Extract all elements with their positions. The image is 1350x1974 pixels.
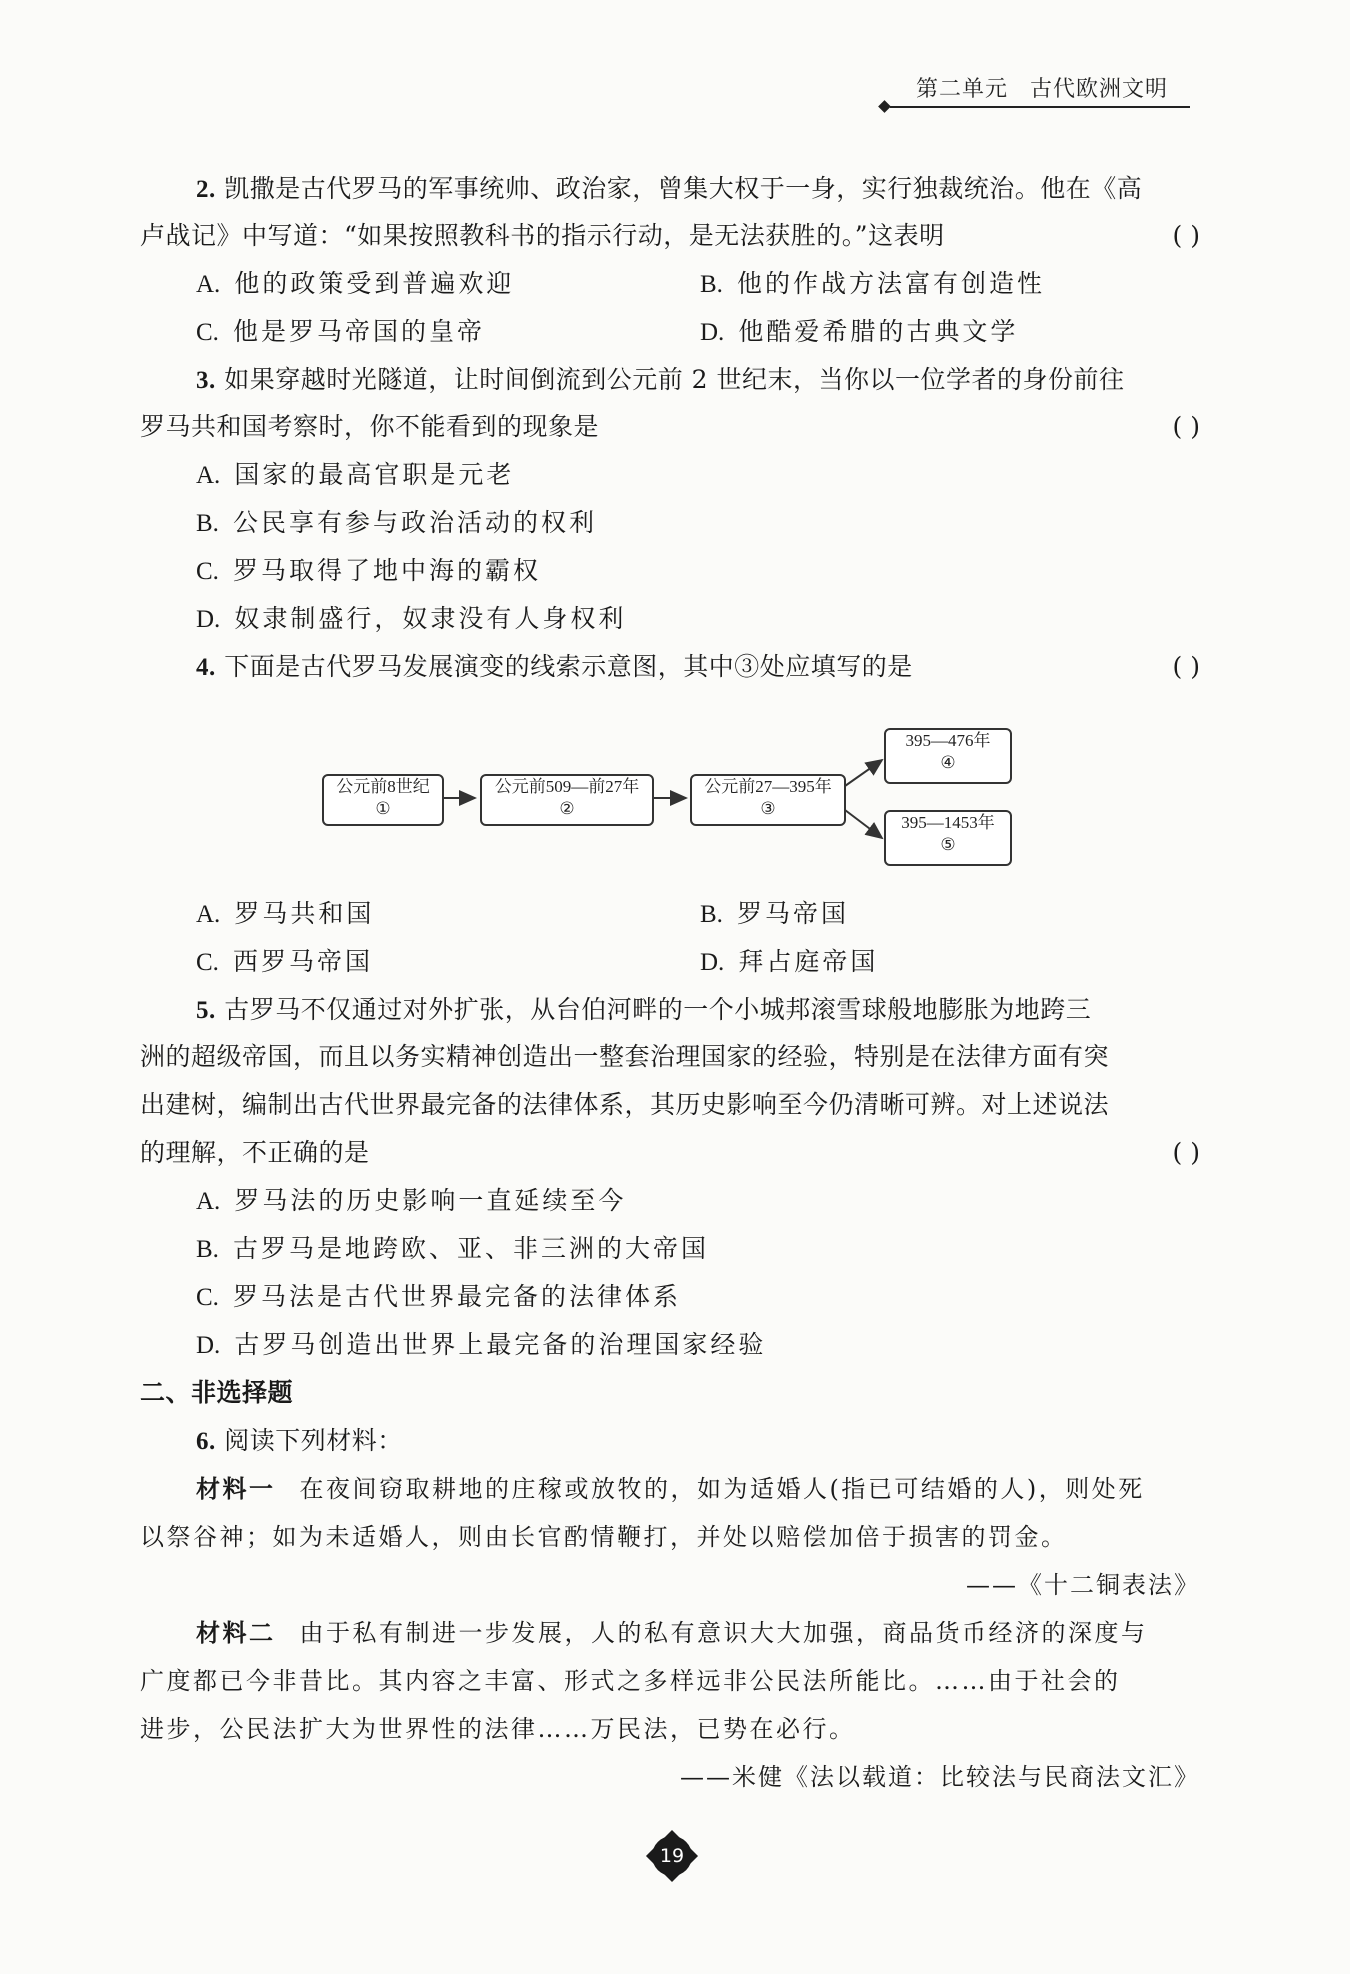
- q6-intro: 阅读下列材料：: [224, 1426, 403, 1455]
- arrow-3-4: [845, 760, 882, 786]
- q2-stem-line2: [140, 219, 1200, 253]
- q5-option-c[interactable]: [196, 1280, 681, 1315]
- box-marker: ①: [375, 799, 391, 818]
- option-text: 他的政策受到普遍欢迎: [234, 269, 515, 298]
- material2-line1: [196, 1616, 1200, 1650]
- material2-text-line3: 进步，公民法扩大为世界性的法律……万民法，已势在必行。: [140, 1715, 856, 1743]
- option-letter: B.: [196, 1236, 219, 1263]
- header-unit: 第二单元: [916, 77, 1009, 102]
- material2-label: 材料二: [196, 1619, 276, 1647]
- header-diamond-icon: [878, 100, 891, 113]
- material1-source: ——《十二铜表法》: [966, 1571, 1200, 1599]
- material2-source: ——米健《法以载道：比较法与民商法文汇》: [680, 1763, 1200, 1791]
- q3-option-c[interactable]: [196, 554, 541, 589]
- diagram-box-1: [322, 774, 444, 826]
- option-letter: C.: [196, 319, 219, 346]
- q3-stem-line2: [140, 410, 1200, 444]
- q5-option-a[interactable]: [196, 1184, 626, 1219]
- option-letter: A.: [196, 901, 221, 928]
- box-label: 395—476年: [905, 731, 991, 750]
- option-text: 古罗马是地跨欧、亚、非三洲的大帝国: [232, 1234, 709, 1263]
- option-letter: B.: [196, 510, 219, 537]
- q5-stem-line4: [140, 1136, 1200, 1170]
- option-text: 公民享有参与政治活动的权利: [232, 508, 597, 537]
- header-rule: [890, 106, 1190, 108]
- box-label: 公元前8世纪: [336, 777, 430, 796]
- page-number-badge: [646, 1830, 698, 1882]
- q5-text-line2: 洲的超级帝国，而且以务实精神创造出一整套治理国家的经验，特别是在法律方面有突: [140, 1042, 1110, 1071]
- q4-answer-blank[interactable]: ( ): [1172, 652, 1200, 681]
- material1-text-line1: 在夜间窃取耕地的庄稼或放牧的，如为适婚人(指已可结婚的人)，则处死: [299, 1475, 1145, 1503]
- q4-option-b[interactable]: [700, 897, 849, 932]
- option-letter: D.: [196, 606, 221, 633]
- q5-text-line3: 出建树，编制出古代世界最完备的法律体系，其历史影响至今仍清晰可辨。对上述说法: [140, 1090, 1110, 1119]
- q4-option-a[interactable]: [196, 897, 374, 932]
- option-letter: B.: [700, 271, 723, 298]
- q2-text-line1: 凯撒是古代罗马的军事统帅、政治家，曾集大权于一身，实行独裁统治。他在《高: [224, 174, 1143, 203]
- q2-option-c[interactable]: [196, 315, 485, 350]
- option-letter: C.: [196, 949, 219, 976]
- box-label: 395—1453年: [901, 813, 995, 832]
- q2-number: 2.: [196, 176, 216, 203]
- q4-option-c[interactable]: [196, 945, 373, 980]
- material2-text-line1: 由于私有制进一步发展，人的私有意识大大加强，商品货币经济的深度与: [299, 1619, 1148, 1647]
- box-marker: ⑤: [940, 835, 956, 854]
- rome-timeline-diagram: [320, 728, 1020, 878]
- q3-answer-blank[interactable]: ( ): [1172, 412, 1200, 441]
- material2-line2: [140, 1664, 1200, 1698]
- q3-stem-line1: [196, 363, 1200, 398]
- q4-number: 4.: [196, 654, 216, 681]
- q5-stem-line3: [140, 1088, 1200, 1122]
- box-label: 公元前509—前27年: [494, 777, 640, 796]
- q2-text-line2: 卢战记》中写道：“如果按照教科书的指示行动，是无法获胜的。”这表明: [140, 221, 945, 250]
- q2-option-b[interactable]: [700, 267, 1045, 302]
- arrow-3-5: [845, 810, 882, 838]
- q5-stem-line1: [196, 993, 1200, 1028]
- option-text: 罗马法的历史影响一直延续至今: [234, 1186, 627, 1215]
- option-text: 他是罗马帝国的皇帝: [232, 317, 485, 346]
- q3-option-b[interactable]: [196, 506, 597, 541]
- option-text: 奴隶制盛行，奴隶没有人身权利: [234, 604, 627, 633]
- material2-line3: [140, 1712, 1200, 1746]
- q5-number: 5.: [196, 997, 216, 1024]
- option-letter: D.: [196, 1332, 221, 1359]
- q2-answer-blank[interactable]: ( ): [1172, 221, 1200, 250]
- option-text: 罗马法是古代世界最完备的法律体系: [232, 1282, 681, 1311]
- q3-text-line1: 如果穿越时光隧道，让时间倒流到公元前 2 世纪末，当你以一位学者的身份前往: [224, 365, 1125, 394]
- header-title: 古代欧洲文明: [1030, 77, 1169, 102]
- q3-number: 3.: [196, 367, 216, 394]
- box-marker: ②: [559, 799, 575, 818]
- option-text: 西罗马帝国: [232, 947, 373, 976]
- option-letter: D.: [700, 319, 725, 346]
- option-letter: C.: [196, 558, 219, 585]
- material2-text-line2: 广度都已今非昔比。其内容之丰富、形式之多样远非公民法所能比。……由于社会的: [140, 1667, 1121, 1695]
- option-letter: A.: [196, 462, 221, 489]
- q4-text-line1: 下面是古代罗马发展演变的线索示意图，其中③处应填写的是: [224, 652, 913, 681]
- q5-option-d[interactable]: [196, 1328, 766, 1363]
- option-text: 古罗马创造出世界上最完备的治理国家经验: [234, 1330, 767, 1359]
- q2-option-d[interactable]: [700, 315, 1018, 350]
- option-letter: B.: [700, 901, 723, 928]
- q5-stem-line2: [140, 1040, 1200, 1074]
- q4-stem-line1: [196, 650, 1200, 685]
- option-text: 他酷爱希腊的古典文学: [738, 317, 1019, 346]
- q5-text-line4: 的理解，不正确的是: [140, 1138, 370, 1167]
- section-title: 二、非选择题: [140, 1378, 294, 1407]
- option-text: 他的作战方法富有创造性: [736, 269, 1045, 298]
- q5-text-line1: 古罗马不仅通过对外扩张，从台伯河畔的一个小城邦滚雪球般地膨胀为地跨三: [224, 995, 1092, 1024]
- q5-option-b[interactable]: [196, 1232, 709, 1267]
- q4-option-d[interactable]: [700, 945, 878, 980]
- option-letter: A.: [196, 1188, 221, 1215]
- option-letter: D.: [700, 949, 725, 976]
- option-text: 罗马取得了地中海的霸权: [232, 556, 541, 585]
- box-marker: ④: [940, 753, 956, 772]
- option-letter: A.: [196, 271, 221, 298]
- option-text: 拜占庭帝国: [738, 947, 879, 976]
- option-text: 罗马帝国: [736, 899, 849, 928]
- material1-line2: [140, 1520, 1200, 1554]
- diagram-box-4: [884, 728, 1012, 784]
- q5-answer-blank[interactable]: ( ): [1172, 1138, 1200, 1167]
- option-text: 国家的最高官职是元老: [234, 460, 515, 489]
- q3-option-a[interactable]: [196, 458, 514, 493]
- section-heading: [140, 1376, 1200, 1410]
- page-number: 19: [652, 1836, 692, 1876]
- box-marker: ③: [760, 799, 776, 818]
- option-text: 罗马共和国: [234, 899, 375, 928]
- header-text: [916, 72, 1168, 103]
- q3-option-d[interactable]: [196, 602, 626, 637]
- diagram-box-5: [884, 810, 1012, 866]
- q6-stem: [196, 1424, 1200, 1459]
- option-letter: C.: [196, 1284, 219, 1311]
- box-label: 公元前27—395年: [704, 777, 832, 796]
- material1-label: 材料一: [196, 1475, 276, 1503]
- diagram-box-2: [480, 774, 654, 826]
- material1-text-line2: 以祭谷神；如为未适婚人，则由长官酌情鞭打，并处以赔偿加倍于损害的罚金。: [140, 1523, 1068, 1551]
- q2-option-a[interactable]: [196, 267, 514, 302]
- q3-text-line2: 罗马共和国考察时，你不能看到的现象是: [140, 412, 600, 441]
- q2-stem-line1: [196, 172, 1200, 207]
- q6-number: 6.: [196, 1428, 216, 1455]
- diagram-box-3: [690, 774, 846, 826]
- material1-line1: [196, 1472, 1200, 1506]
